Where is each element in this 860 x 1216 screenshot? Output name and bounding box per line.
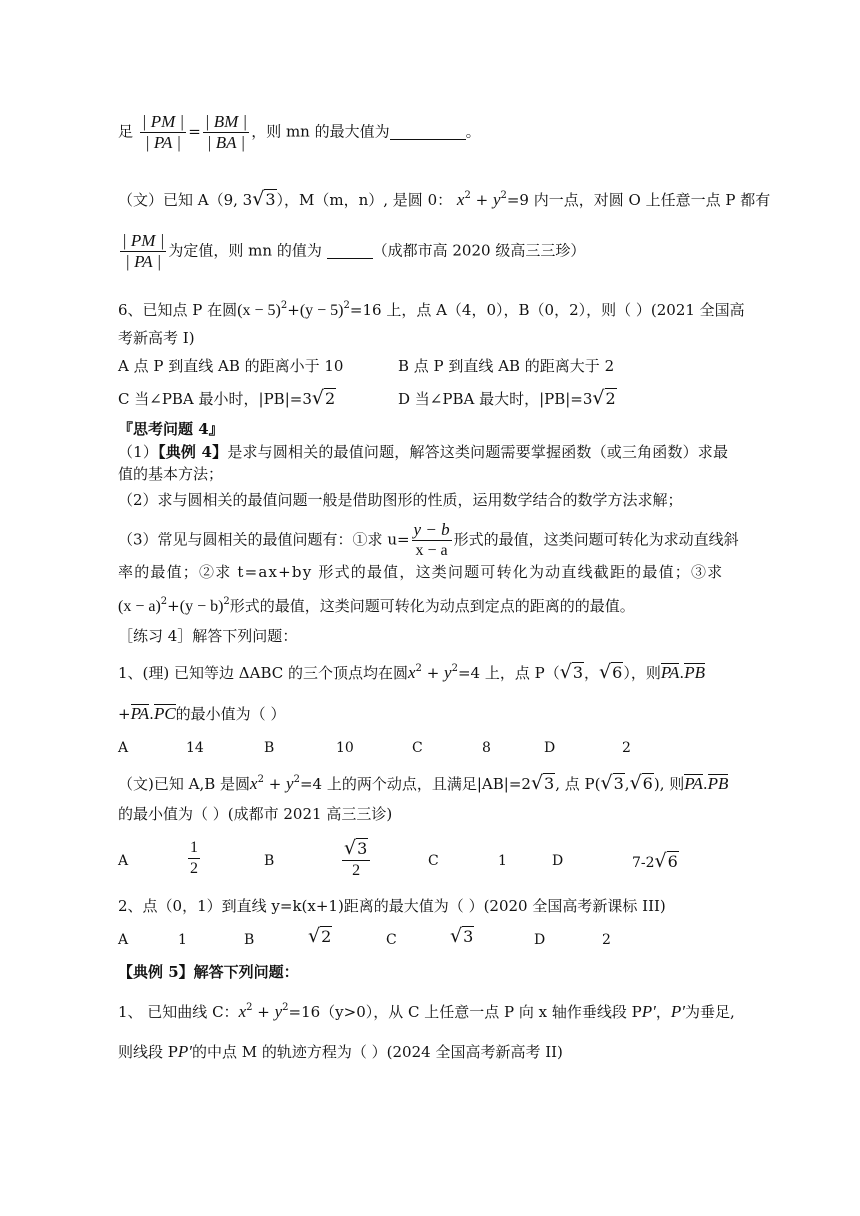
option-d[interactable]: D (544, 740, 556, 756)
question-6-cont: 考新高考 I) (118, 329, 195, 347)
fraction-pm-pa: $\frac{| PM |}{| PA |}$ (122, 231, 165, 271)
option-b[interactable]: B (264, 740, 275, 756)
answer-blank[interactable] (390, 139, 466, 140)
option-c[interactable]: C (386, 932, 397, 948)
line-ratio-max: 足 $\frac{| PM |}{| PA |}$ = $\frac{| BM |}{| BA |}$ ，则 mn 的最大值为 。 (118, 112, 481, 152)
exercise-4-title: ［练习 4］解答下列问题： (118, 627, 298, 645)
section-heading-think: 『思考问题 4』 (118, 420, 224, 438)
example-5-title: 【典例 5】解答下列问题： (118, 963, 299, 981)
paragraph-3-line-2: 率的最值；②求 t=ax+by 形式的最值，这类问题可转化为动直线截距的最值；③求 (118, 563, 724, 581)
document-page: 足 $\frac{| PM |}{| PA |}$ = $\frac{| BM |}{| BA |}$ ，则 mn 的最大值为 。 （文）已知 A（9, 3√3），M（m，n）, 是圆 0： $x^2 + y^2=9$ 内一点，对圆 O 上任意一点 P 都有 $\frac{| PM |}{| PA |}$ 为定值，则 mn 的值为 （成都市高 2020 级高三三珍） 6、已知点 P 在圆$(x - 5)^2+(y - 5)^2=16$ 上，点 A（4，0），B（0，2），则（ ）(2021 全国高 考新高考 I) A 点 P 到直线 AB 的距离小于 10 B 点 P 到直线 AB 的距离大于 2 C 当∠PBA 最小时，|PB|=3√2 D 当∠PBA 最大时，|PB|=3√2 『思考问题 4』 （1）【典例 4】是求与圆相关的最值问题，解答这类问题需要掌握函数（或三角函数）求最值的基本方法； （2）求与圆相关的最值问题一般是借助图形的性质，运用数学结合的数学方法求解； （3）常见与圆相关的最值问题有：①求 u= $\frac{y - b}{x - a}$ 形式的最值，这类问题可转化为求动直线斜 率的最值；②求 t=ax+by 形式的最值，这类问题可转化为动直线截距的最值；③求 $(x - a)^2+(y - b)^2$形式的最值，这类问题可转化为动点到定点的距离的的最值。 ［练习 4］解答下列问题： 1、(理) 已知等边 ΔABC 的三个顶点均在圆$x^2 + y^2=4$ 上，点 P（√3，√6），则PA.PB +PA.PC的最小值为（ ） A 14 B 10 C 8 D 2 （文)已知 A,B 是圆$x^2 + y^2=4$ 上的两个动点，且满足|AB|=2√3, 点 P(√3,√6), 则PA.PB 的最小值为（ ）(成都市 2021 高三三诊) A $\frac{1}{2}$ B $\frac{√3}{2}$ C 1 D 7-2√6 2、点（0，1）到直线 y=k(x+1)距离的最大值为（ ）(2020 全国高考新课标 III) A 1 B √2 C √3 D 2 【典例 5】解答下列问题： 1、 已知曲线 C：$x^2 + y^2=16(y>0)$，从 C 上任意一点 P 向 x 轴作垂线段 PP′，P′为垂足, 则线段 PP′的中点 M 的轨迹方程为（ ）(2024 全国高考新高考 II) (118, 112, 771, 1061)
option-d[interactable]: D 当∠PBA 最大时，|PB|=3√2 (398, 387, 616, 409)
option-b[interactable]: B (264, 853, 275, 869)
exercise-4-q1-cont: +PA.PC的最小值为（ ） (118, 704, 286, 723)
paragraph-3-line-1: （3）常见与圆相关的最值问题有：①求 u= $\frac{y - b}{x - a}$ 形式的最值，这类问题可转化为求动直线斜 (118, 520, 739, 559)
option-b[interactable]: B (244, 932, 255, 948)
paragraph-1: （1）【典例 4】是求与圆相关的最值问题，解答这类问题需要掌握函数（或三角函数）求最值的基本方法； (118, 443, 728, 483)
option-a[interactable]: A (118, 853, 129, 869)
option-c[interactable]: C (428, 853, 439, 869)
question-6: 6、已知点 P 在圆$(x - 5)^2+(y - 5)^2=16$ 上，点 A（4，0），B（0，2），则（ ）(2021 全国高 (118, 300, 745, 319)
option-b[interactable]: B 点 P 到直线 AB 的距离大于 2 (398, 357, 615, 375)
line-wen-question: （文）已知 A（9, 3√3），M（m，n）, 是圆 0： $x^2 + y^2=9$ 内一点，对圆 O 上任意一点 P 都有 (118, 188, 771, 210)
exercise-4-q2: 2、点（0，1）到直线 y=k(x+1)距离的最大值为（ ）(2020 全国高考新课标 III) (118, 897, 666, 915)
example-5-q1-cont: 则线段 PP′的中点 M 的轨迹方程为（ ）(2024 全国高考新高考 II) (118, 1042, 563, 1061)
line-ratio-constant: $\frac{| PM |}{| PA |}$ 为定值，则 mn 的值为 （成都市高 2020 级高三三珍） (122, 231, 586, 271)
option-d[interactable]: D (552, 853, 564, 869)
option-c[interactable]: C 当∠PBA 最小时，|PB|=3√2 (118, 387, 336, 409)
option-a[interactable]: A 点 P 到直线 AB 的距离小于 10 (118, 357, 344, 375)
option-a[interactable]: A (118, 740, 129, 756)
option-d[interactable]: D (534, 932, 546, 948)
sqrt: √3 (252, 188, 276, 210)
exercise-4-q1: 1、(理) 已知等边 ΔABC 的三个顶点均在圆$x^2 + y^2=4$ 上，点 P（√3，√6），则PA.PB (118, 661, 705, 683)
fraction-pm-pa: $\frac{| PM |}{| PA |}$ (141, 112, 185, 152)
exercise-4-q1-wen-options: A $\frac{1}{2}$ B $\frac{√3}{2}$ C 1 D 7-2√6 (118, 837, 678, 879)
paragraph-3-line-3: $(x - a)^2+(y - b)^2$形式的最值，这类问题可转化为动点到定点的距离的的最值。 (118, 596, 635, 615)
option-c[interactable]: C (412, 740, 423, 756)
paragraph-2: （2）求与圆相关的最值问题一般是借助图形的性质，运用数学结合的数学方法求解； (118, 491, 683, 509)
text: 足 (118, 122, 134, 141)
exercise-4-q1-wen-cont: 的最小值为（ ）(成都市 2021 高三三诊) (118, 805, 393, 823)
exercise-4-q1-wen: （文)已知 A,B 是圆$x^2 + y^2=4$ 上的两个动点，且满足|AB|=2√3, 点 P(√3,√6), 则PA.PB (118, 772, 729, 794)
option-a[interactable]: A (118, 932, 129, 948)
answer-blank[interactable] (327, 258, 373, 259)
example-5-q1: 1、 已知曲线 C：$x^2 + y^2=16(y>0)$，从 C 上任意一点 P 向 x 轴作垂线段 PP′，P′为垂足, (118, 1002, 735, 1021)
fraction-bm-ba: $\frac{| BM |}{| BA |}$ (204, 112, 248, 152)
